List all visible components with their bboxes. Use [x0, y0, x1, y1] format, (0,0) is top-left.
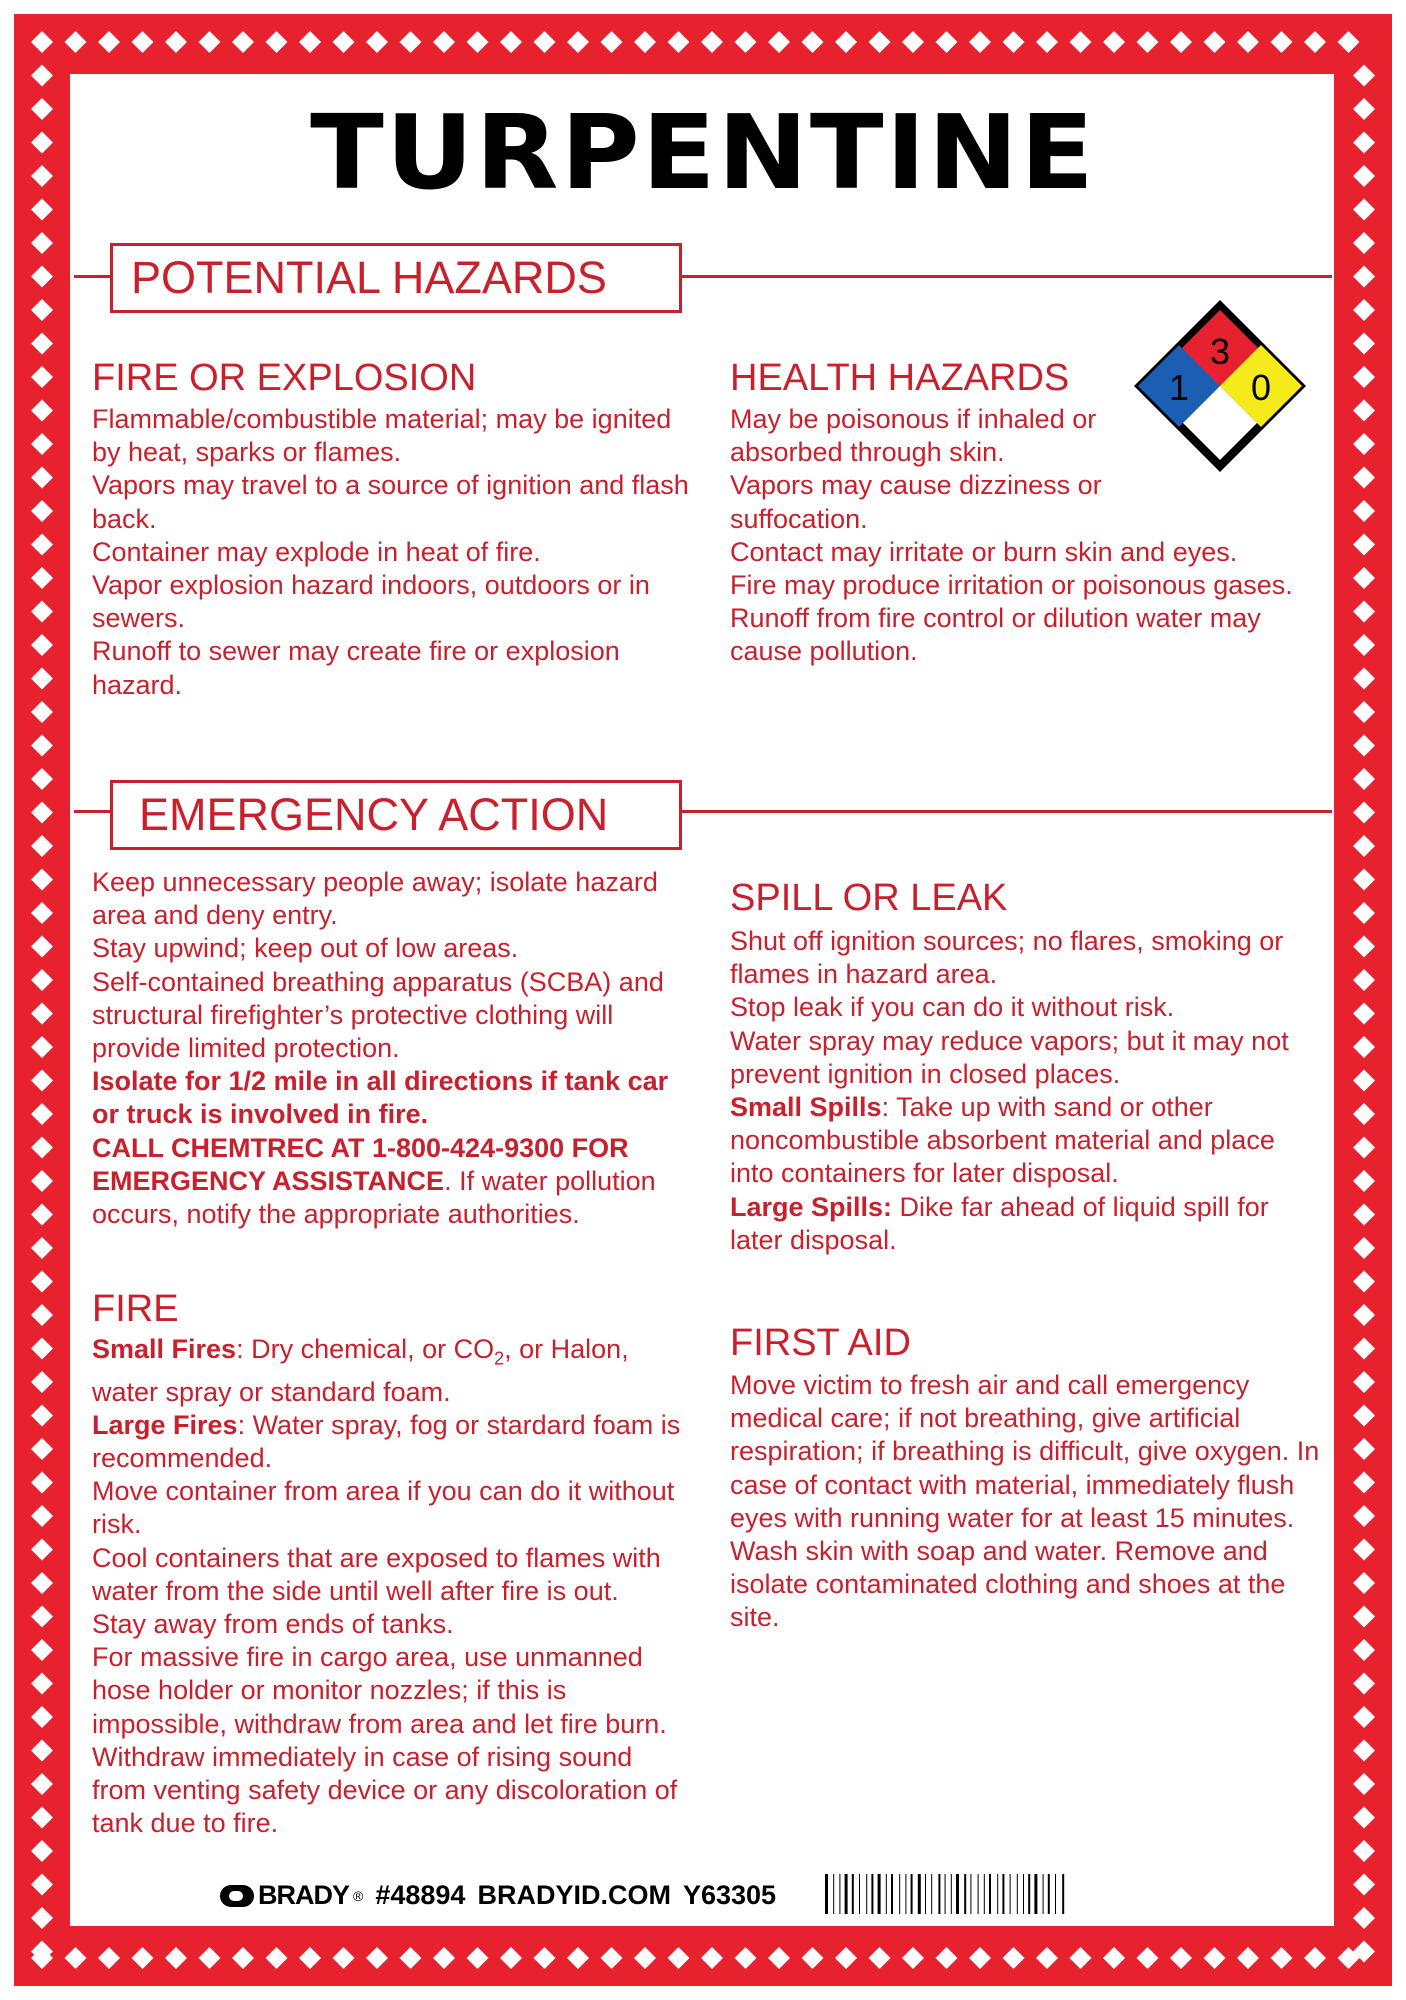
border-diamond: [31, 1304, 53, 1326]
border-diamond: [31, 299, 53, 321]
border-diamond: [500, 1947, 522, 1969]
border-diamond: [902, 1947, 924, 1969]
text-line: Vapors may travel to a source of ignition and flash back.: [92, 470, 689, 534]
border-diamond: [1237, 1947, 1259, 1969]
border-diamond: [1103, 1947, 1125, 1969]
text-line: [92, 1132, 692, 1232]
border-diamond: [1353, 1740, 1375, 1762]
border-diamond: [1137, 31, 1159, 53]
border-diamond: [735, 31, 757, 53]
health-hazards-heading: HEALTH HAZARDS: [730, 357, 1070, 399]
border-diamond: [31, 1907, 53, 1929]
barcode-bar: [833, 1874, 834, 1914]
border-diamond: [132, 31, 154, 53]
border-diamond: [1103, 31, 1125, 53]
border-diamond: [1353, 266, 1375, 288]
barcode-bar: [1048, 1874, 1050, 1914]
border-diamond: [567, 31, 589, 53]
small-spills-label: Small Spills: [730, 1092, 882, 1123]
border-diamond: [467, 1947, 489, 1969]
barcode-bar: [852, 1874, 854, 1914]
border-diamond: [31, 802, 53, 824]
text-line: Shut off ignition sources; no flares, smoking or flames in hazard area.: [730, 926, 1284, 990]
text-line: Fire may produce irritation or poisonous gases.: [730, 570, 1293, 601]
text-line: Keep unnecessary people away; isolate hazard area and deny entry.: [92, 867, 658, 931]
border-diamond: [1353, 433, 1375, 455]
border-diamond: [400, 31, 422, 53]
border-diamond: [366, 1947, 388, 1969]
border-diamond: [1353, 1807, 1375, 1829]
border-diamond: [31, 1673, 53, 1695]
barcode-bar: [945, 1874, 946, 1914]
nfpa-instability-value: 0: [1250, 367, 1272, 408]
border-diamond: [1304, 31, 1326, 53]
barcode-bar: [878, 1874, 881, 1914]
text-line: For massive fire in cargo area, use unmanned hose holder or monitor nozzles; if this is impossible, withdraw from area and let fire burn.: [92, 1642, 667, 1739]
border-diamond: [31, 936, 53, 958]
border-diamond: [31, 1438, 53, 1460]
text-line: Cool containers that are exposed to flames with water from the side until well after fire is out. Stay away from ends of tanks.: [92, 1542, 661, 1640]
border-diamond: [1353, 1606, 1375, 1628]
spill-or-leak-heading: SPILL OR LEAK: [730, 877, 1008, 919]
border-diamond: [1170, 31, 1192, 53]
border-diamond: [1353, 1706, 1375, 1728]
text-line: Stay upwind; keep out of low areas.: [92, 933, 519, 964]
border-diamond: [936, 1947, 958, 1969]
border-diamond: [31, 65, 53, 87]
text-line: Self-contained breathing apparatus (SCBA) and structural firefighter’s protective clothing will provide limited protection.: [92, 966, 664, 1064]
website: BRADYID.COM: [477, 1880, 671, 1910]
border-diamond: [31, 1706, 53, 1728]
border-diamond: [969, 1947, 991, 1969]
text-line: Runoff to sewer may create fire or explosion hazard.: [92, 636, 620, 700]
border-diamond: [433, 31, 455, 53]
border-diamond: [366, 31, 388, 53]
border-diamond: [31, 1539, 53, 1561]
border-diamond: [1137, 1947, 1159, 1969]
border-diamond: [31, 869, 53, 891]
border-diamond: [1271, 1947, 1293, 1969]
border-diamond: [31, 1505, 53, 1527]
border-diamond: [1353, 333, 1375, 355]
border-diamond: [1353, 1237, 1375, 1259]
border-diamond: [31, 1036, 53, 1058]
border-diamond: [601, 1947, 623, 1969]
border-diamond: [31, 266, 53, 288]
text-line: Vapors may cause dizziness or suffocation.: [730, 470, 1102, 534]
border-diamond: [1353, 232, 1375, 254]
border-diamond: [835, 1947, 857, 1969]
section-rule-right: [680, 810, 1332, 813]
border-diamond: [31, 1338, 53, 1360]
border-diamond: [1353, 634, 1375, 656]
border-diamond: [1353, 1371, 1375, 1393]
footer: [220, 1880, 776, 1911]
border-diamond: [1353, 567, 1375, 589]
registered-mark: ®: [353, 1887, 364, 1904]
border-diamond: [467, 31, 489, 53]
border-diamond: [1003, 31, 1025, 53]
border-diamond: [869, 1947, 891, 1969]
barcode-bar: [925, 1874, 926, 1914]
border-diamond: [1353, 1204, 1375, 1226]
border-diamond: [1353, 1572, 1375, 1594]
text-line: Flammable/combustible material; may be ignited by heat, sparks or flames.: [92, 404, 672, 468]
barcode-bar: [1023, 1874, 1024, 1914]
border-diamond: [132, 1947, 154, 1969]
text-line: [92, 1065, 692, 1131]
border-diamond: [668, 31, 690, 53]
border-diamond: [1353, 366, 1375, 388]
border-diamond: [1353, 1673, 1375, 1695]
border-diamond: [1353, 601, 1375, 623]
text-line: Vapor explosion hazard indoors, outdoors or in sewers.: [92, 570, 650, 634]
barcode-bar: [984, 1874, 985, 1914]
border-diamond: [634, 31, 656, 53]
border-diamond: [1353, 1505, 1375, 1527]
border-diamond: [1353, 500, 1375, 522]
first-aid-heading: FIRST AID: [730, 1322, 911, 1364]
text-line: [730, 1091, 1320, 1191]
barcode-bar: [1034, 1874, 1037, 1914]
border-diamond: [31, 1773, 53, 1795]
border-diamond: [31, 433, 53, 455]
border-diamond: [1304, 1947, 1326, 1969]
border-diamond: [31, 1807, 53, 1829]
border-diamond: [1353, 969, 1375, 991]
border-diamond: [1353, 1271, 1375, 1293]
barcode-bar: [997, 1874, 998, 1914]
border-diamond: [1353, 1304, 1375, 1326]
border-diamond: [31, 534, 53, 556]
text-line: Runoff from fire control or dilution water may cause pollution.: [730, 603, 1261, 667]
isolate-warning: Isolate for 1/2 mile in all directions if tank car or truck is involved in fire.: [92, 1066, 669, 1130]
border-diamond: [31, 1003, 53, 1025]
border-diamond: [31, 768, 53, 790]
barcode-bar: [845, 1874, 848, 1914]
barcode-bar: [1055, 1874, 1056, 1914]
large-spills-label: Large Spills:: [730, 1191, 893, 1222]
border-diamond: [31, 1472, 53, 1494]
barcode-bar: [859, 1874, 860, 1914]
border-diamond: [433, 1947, 455, 1969]
barcode-bar: [839, 1874, 840, 1914]
text-line: May be poisonous if inhaled or absorbed through skin.: [730, 404, 1097, 468]
border-diamond: [31, 31, 53, 53]
large-spills-text: Dike far ahead of liquid spill for later disposal.: [730, 1191, 1269, 1255]
spill-or-leak-text: [730, 925, 1320, 1257]
fire-or-explosion-heading: FIRE OR EXPLOSION: [92, 357, 477, 399]
section-rule-left: [74, 275, 110, 278]
barcode-bar: [978, 1874, 979, 1914]
barcode-bar: [970, 1874, 971, 1914]
barcode-bar: [951, 1874, 952, 1914]
border-diamond: [98, 1947, 120, 1969]
nfpa-diamond-icon: [1130, 296, 1310, 476]
border-diamond: [1338, 31, 1360, 53]
barcode-bar: [905, 1874, 906, 1914]
barcode-bar: [989, 1874, 991, 1914]
border-diamond: [299, 31, 321, 53]
border-diamond: [1353, 768, 1375, 790]
border-diamond: [1353, 400, 1375, 422]
border-diamond: [1353, 1539, 1375, 1561]
border-diamond: [31, 1204, 53, 1226]
border-diamond: [534, 1947, 556, 1969]
border-diamond: [668, 1947, 690, 1969]
text-line: [92, 1333, 692, 1409]
border-diamond: [1353, 1170, 1375, 1192]
border-diamond: [65, 31, 87, 53]
border-diamond: [333, 1947, 355, 1969]
barcode-bar: [825, 1874, 828, 1914]
border-diamond: [1353, 802, 1375, 824]
border-diamond: [1353, 1137, 1375, 1159]
nfpa-health-value: 1: [1168, 367, 1190, 408]
border-diamond: [1353, 1840, 1375, 1862]
border-diamond: [1353, 1773, 1375, 1795]
border-diamond: [199, 31, 221, 53]
border-diamond: [1353, 735, 1375, 757]
border-diamond: [1204, 31, 1226, 53]
border-diamond: [31, 1639, 53, 1661]
border-diamond: [31, 366, 53, 388]
border-diamond: [232, 1947, 254, 1969]
border-diamond: [802, 31, 824, 53]
emergency-action-text: [92, 866, 692, 1231]
border-diamond: [31, 1170, 53, 1192]
small-spills-text: : Take up with sand or other noncombustible absorbent material and place into containers for later disposal.: [730, 1092, 1275, 1189]
fire-text: [92, 1333, 692, 1840]
border-diamond: [266, 31, 288, 53]
barcode-bar: [1062, 1874, 1064, 1914]
border-diamond: [869, 31, 891, 53]
border-diamond: [1204, 1947, 1226, 1969]
product-code: Y63305: [682, 1880, 777, 1910]
barcode-bar: [1010, 1874, 1011, 1914]
border-diamond: [1353, 1338, 1375, 1360]
border-diamond: [1353, 869, 1375, 891]
border-diamond: [1036, 1947, 1058, 1969]
border-diamond: [31, 1137, 53, 1159]
border-diamond: [835, 31, 857, 53]
border-diamond: [1353, 1070, 1375, 1092]
border-diamond: [1353, 65, 1375, 87]
barcode-bar: [938, 1874, 940, 1914]
brady-logo-icon: [220, 1880, 363, 1911]
border-diamond: [400, 1947, 422, 1969]
barcode-bar: [871, 1874, 873, 1914]
border-diamond: [98, 31, 120, 53]
barcode-bar: [1002, 1874, 1004, 1914]
border-diamond: [1353, 467, 1375, 489]
border-diamond: [1170, 1947, 1192, 1969]
border-diamond: [31, 1740, 53, 1762]
text-line: Water spray may reduce vapors; but it may not prevent ignition in closed places.: [730, 1025, 1289, 1089]
co2-subscript: 2: [494, 1348, 505, 1369]
border-diamond: [1353, 1639, 1375, 1661]
border-diamond: [1353, 1405, 1375, 1427]
border-diamond: [165, 31, 187, 53]
barcode-icon: [825, 1874, 1185, 1914]
border-diamond: [1070, 31, 1092, 53]
border-diamond: [31, 1070, 53, 1092]
text-line: Move victim to fresh air and call emergency medical care; if not breathing, give artificial respiration; if breathing is difficult, give oxygen. In case of contact with material, immediately flush eyes with running water for at least 15 minutes. Wash skin with soap and water. Remove and isolate contaminated clothing and shoes at the site.: [730, 1370, 1320, 1633]
text-line: Withdraw immediately in case of rising sound from venting safety device or any discoloration of tank due to fire.: [92, 1741, 678, 1839]
fire-heading: FIRE: [92, 1288, 179, 1330]
fire-or-explosion-text: [92, 403, 692, 702]
border-diamond: [1237, 31, 1259, 53]
small-fires-text-a: : Dry chemical, or CO: [236, 1334, 495, 1364]
border-diamond: [165, 1947, 187, 1969]
brady-mark-icon: [220, 1885, 254, 1907]
border-diamond: [936, 31, 958, 53]
border-diamond: [802, 1947, 824, 1969]
border-diamond: [232, 31, 254, 53]
part-number: #48894: [375, 1880, 466, 1910]
border-diamond: [1353, 1103, 1375, 1125]
border-diamond: [266, 1947, 288, 1969]
border-diamond: [31, 400, 53, 422]
border-diamond: [1271, 31, 1293, 53]
section-emergency-action: EMERGENCY ACTION: [110, 780, 682, 850]
large-fires-label: Large Fires: [92, 1409, 238, 1440]
text-line: Contact may irritate or burn skin and eyes.: [730, 536, 1238, 567]
section-rule-right: [680, 275, 1332, 278]
text-line: [730, 1191, 1320, 1257]
small-fires-text-b: , or Halon, water spray or standard foam.: [92, 1334, 629, 1407]
border-diamond: [31, 969, 53, 991]
barcode-bar: [911, 1874, 913, 1914]
border-diamond: [31, 1271, 53, 1293]
barcode-bar: [1017, 1874, 1018, 1914]
sign-title: TURPENTINE: [310, 94, 1096, 213]
chemtrec-phone: CALL CHEMTREC AT 1-800-424-9300 FOR EMERGENCY ASSISTANCE: [92, 1132, 629, 1196]
barcode-bar: [1043, 1874, 1044, 1914]
border-diamond: [31, 634, 53, 656]
border-diamond: [1353, 1003, 1375, 1025]
barcode-bar: [918, 1874, 921, 1914]
border-diamond: [902, 31, 924, 53]
first-aid-text: [730, 1369, 1320, 1635]
brand-name: BRADY: [258, 1880, 350, 1910]
border-diamond: [1353, 1472, 1375, 1494]
barcode-bar: [956, 1874, 959, 1914]
border-diamond: [31, 500, 53, 522]
border-diamond: [1353, 902, 1375, 924]
border-diamond: [31, 1572, 53, 1594]
border-diamond: [31, 668, 53, 690]
border-diamond: [1353, 1874, 1375, 1896]
border-diamond: [31, 467, 53, 489]
border-diamond: [299, 1947, 321, 1969]
border-diamond: [768, 31, 790, 53]
border-diamond: [1003, 1947, 1025, 1969]
border-diamond: [1353, 936, 1375, 958]
border-diamond: [1353, 1036, 1375, 1058]
barcode-bar: [931, 1874, 932, 1914]
border-diamond: [1353, 1907, 1375, 1929]
border-diamond: [1353, 668, 1375, 690]
border-diamond: [1353, 534, 1375, 556]
border-diamond: [65, 1947, 87, 1969]
border-diamond: [31, 333, 53, 355]
text-line: Container may explode in heat of fire.: [92, 536, 541, 567]
border-diamond: [31, 1237, 53, 1259]
barcode-bar: [886, 1874, 887, 1914]
barcode-bar: [1028, 1874, 1030, 1914]
border-diamond: [31, 835, 53, 857]
border-diamond: [1353, 1438, 1375, 1460]
border-diamond: [735, 1947, 757, 1969]
section-rule-left: [74, 810, 110, 813]
border-diamond: [701, 31, 723, 53]
border-diamond: [768, 1947, 790, 1969]
small-fires-label: Small Fires: [92, 1334, 237, 1364]
border-diamond: [31, 1405, 53, 1427]
border-diamond: [31, 1874, 53, 1896]
border-diamond: [1353, 835, 1375, 857]
barcode-bar: [866, 1874, 867, 1914]
border-diamond: [567, 1947, 589, 1969]
border-diamond: [1353, 701, 1375, 723]
border-diamond: [31, 735, 53, 757]
border-diamond: [969, 31, 991, 53]
border-diamond: [333, 31, 355, 53]
border-diamond: [31, 1103, 53, 1125]
border-diamond: [31, 902, 53, 924]
border-diamond: [634, 1947, 656, 1969]
border-diamond: [534, 31, 556, 53]
border-diamond: [31, 701, 53, 723]
barcode-bar: [891, 1874, 893, 1914]
section-potential-hazards: POTENTIAL HAZARDS: [110, 243, 682, 313]
border-diamond: [31, 1606, 53, 1628]
text-line: [92, 1409, 692, 1475]
border-diamond: [31, 1840, 53, 1862]
nfpa-flammability-value: 3: [1209, 331, 1231, 372]
chemtrec-note: . If water pollution occurs, notify the appropriate authorities.: [92, 1165, 656, 1230]
border-diamond: [601, 31, 623, 53]
border-diamond: [31, 567, 53, 589]
border-diamond: [1070, 1947, 1092, 1969]
text-line: Stop leak if you can do it without risk.: [730, 992, 1175, 1023]
border-diamond: [31, 1371, 53, 1393]
border-diamond: [500, 31, 522, 53]
text-line: Move container from area if you can do it without risk.: [92, 1476, 675, 1540]
border-diamond: [199, 1947, 221, 1969]
border-diamond: [701, 1947, 723, 1969]
border-diamond: [1036, 31, 1058, 53]
border-diamond: [31, 601, 53, 623]
border-diamond: [1353, 299, 1375, 321]
barcode-bar: [964, 1874, 966, 1914]
barcode-bar: [899, 1874, 900, 1914]
large-fires-text: : Water spray, fog or stardard foam is recommended.: [92, 1409, 681, 1473]
border-diamond: [31, 232, 53, 254]
